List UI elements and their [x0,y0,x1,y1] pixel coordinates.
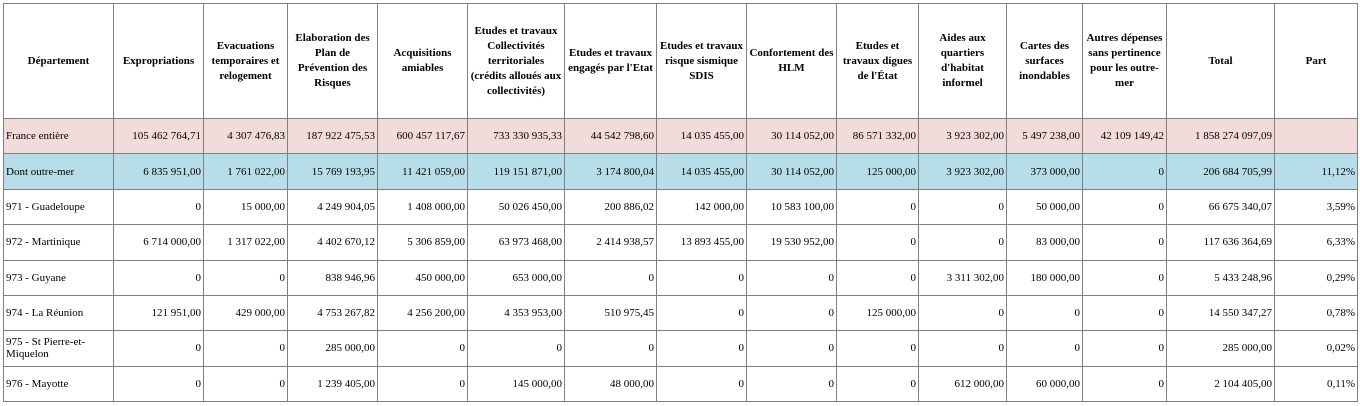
value-cell: 0 [747,260,837,295]
value-cell: 42 109 149,42 [1083,119,1167,154]
value-cell: 3 923 302,00 [919,119,1007,154]
part-cell: 0,29% [1275,260,1358,295]
value-cell: 14 035 455,00 [657,119,747,154]
value-cell: 3 311 302,00 [919,260,1007,295]
row-label: 976 - Mayotte [4,366,114,401]
row-label: Dont outre-mer [4,154,114,189]
value-cell: 119 151 871,00 [468,154,565,189]
value-cell: 4 402 670,12 [288,225,378,260]
value-cell: 10 583 100,00 [747,189,837,224]
value-cell: 4 307 476,83 [204,119,288,154]
value-cell: 429 000,00 [204,295,288,330]
row-label: 974 - La Réunion [4,295,114,330]
value-cell: 0 [919,295,1007,330]
row-label: 973 - Guyane [4,260,114,295]
value-cell: 0 [837,366,919,401]
value-cell: 612 000,00 [919,366,1007,401]
row-label: 972 - Martinique [4,225,114,260]
value-cell: 145 000,00 [468,366,565,401]
value-cell: 0 [114,260,204,295]
total-cell: 2 104 405,00 [1167,366,1275,401]
value-cell: 4 753 267,82 [288,295,378,330]
value-cell: 6 714 000,00 [114,225,204,260]
value-cell: 44 542 798,60 [565,119,657,154]
value-cell: 0 [837,331,919,366]
value-cell: 3 174 800,04 [565,154,657,189]
part-cell: 6,33% [1275,225,1358,260]
value-cell: 0 [837,225,919,260]
value-cell: 373 000,00 [1007,154,1083,189]
value-cell: 15 000,00 [204,189,288,224]
value-cell: 0 [1083,260,1167,295]
header-digues: Etudes et travaux digues de l'État [837,4,919,119]
header-sismique: Etudes et travaux risque sismique SDIS [657,4,747,119]
value-cell: 0 [747,366,837,401]
header-ppr: Elaboration des Plan de Prévention des Risques [288,4,378,119]
value-cell: 0 [565,331,657,366]
value-cell: 838 946,96 [288,260,378,295]
value-cell: 0 [114,331,204,366]
row-label: France entière [4,119,114,154]
value-cell: 1 239 405,00 [288,366,378,401]
value-cell: 653 000,00 [468,260,565,295]
total-cell: 117 636 364,69 [1167,225,1275,260]
table-row [4,366,1358,401]
value-cell: 4 256 200,00 [378,295,468,330]
value-cell: 86 571 332,00 [837,119,919,154]
value-cell: 0 [657,331,747,366]
part-cell: 0,78% [1275,295,1358,330]
header-total: Total [1167,4,1275,119]
value-cell: 0 [204,260,288,295]
value-cell: 60 000,00 [1007,366,1083,401]
value-cell: 0 [1083,295,1167,330]
value-cell: 285 000,00 [288,331,378,366]
value-cell: 142 000,00 [657,189,747,224]
table-row [4,189,1358,224]
value-cell: 733 330 935,33 [468,119,565,154]
total-cell: 5 433 248,96 [1167,260,1275,295]
row-dont-outre-mer [4,154,1358,189]
value-cell: 0 [747,295,837,330]
value-cell: 0 [747,331,837,366]
value-cell: 1 408 000,00 [378,189,468,224]
value-cell: 13 893 455,00 [657,225,747,260]
header-cartes: Cartes des surfaces inondables [1007,4,1083,119]
value-cell: 1 317 022,00 [204,225,288,260]
value-cell: 0 [837,260,919,295]
value-cell: 0 [837,189,919,224]
value-cell: 0 [657,366,747,401]
total-cell: 1 858 274 097,09 [1167,119,1275,154]
value-cell: 125 000,00 [837,154,919,189]
value-cell: 200 886,02 [565,189,657,224]
header-part: Part [1275,4,1358,119]
part-cell: 0,11% [1275,366,1358,401]
row-label: 971 - Guadeloupe [4,189,114,224]
table-row [4,260,1358,295]
value-cell: 0 [1083,189,1167,224]
value-cell: 5 306 859,00 [378,225,468,260]
value-cell: 15 769 193,95 [288,154,378,189]
value-cell: 0 [1007,331,1083,366]
value-cell: 0 [204,331,288,366]
expenses-table [3,3,1358,402]
value-cell: 1 761 022,00 [204,154,288,189]
value-cell: 0 [919,189,1007,224]
value-cell: 19 530 952,00 [747,225,837,260]
value-cell: 0 [1083,331,1167,366]
part-cell: 11,12% [1275,154,1358,189]
value-cell: 30 114 052,00 [747,154,837,189]
value-cell: 0 [468,331,565,366]
value-cell: 0 [114,366,204,401]
header-expropriations: Expropriations [114,4,204,119]
value-cell: 510 975,45 [565,295,657,330]
part-cell: 0,02% [1275,331,1358,366]
value-cell: 50 026 450,00 [468,189,565,224]
value-cell: 0 [204,366,288,401]
value-cell: 83 000,00 [1007,225,1083,260]
value-cell: 5 497 238,00 [1007,119,1083,154]
value-cell: 0 [1083,366,1167,401]
value-cell: 187 922 475,53 [288,119,378,154]
total-cell: 66 675 340,07 [1167,189,1275,224]
value-cell: 14 035 455,00 [657,154,747,189]
value-cell: 0 [657,260,747,295]
value-cell: 0 [1007,295,1083,330]
row-france-entiere [4,119,1358,154]
header-etat: Etudes et travaux engagés par l'Etat [565,4,657,119]
header-habitat-informel: Aides aux quartiers d'habitat informel [919,4,1007,119]
part-cell [1275,119,1358,154]
header-autres: Autres dépenses sans pertinence pour les outre-mer [1083,4,1167,119]
total-cell: 206 684 705,99 [1167,154,1275,189]
value-cell: 180 000,00 [1007,260,1083,295]
value-cell: 0 [1083,154,1167,189]
value-cell: 105 462 764,71 [114,119,204,154]
header-collectivites: Etudes et travaux Collectivités territoriales (crédits alloués aux collectivités) [468,4,565,119]
header-row [4,4,1358,119]
value-cell: 125 000,00 [837,295,919,330]
value-cell: 450 000,00 [378,260,468,295]
value-cell: 63 973 468,00 [468,225,565,260]
total-cell: 285 000,00 [1167,331,1275,366]
header-acquisitions: Acquisitions amiables [378,4,468,119]
value-cell: 3 923 302,00 [919,154,1007,189]
value-cell: 6 835 951,00 [114,154,204,189]
table-body [4,119,1358,402]
value-cell: 0 [565,260,657,295]
header-hlm: Confortement des HLM [747,4,837,119]
value-cell: 50 000,00 [1007,189,1083,224]
value-cell: 0 [378,366,468,401]
value-cell: 11 421 059,00 [378,154,468,189]
value-cell: 0 [919,331,1007,366]
value-cell: 2 414 938,57 [565,225,657,260]
table-row [4,225,1358,260]
value-cell: 0 [919,225,1007,260]
header-departement: Département [4,4,114,119]
value-cell: 600 457 117,67 [378,119,468,154]
total-cell: 14 550 347,27 [1167,295,1275,330]
row-label: 975 - St Pierre-et-Miquelon [4,331,114,366]
part-cell: 3,59% [1275,189,1358,224]
value-cell: 0 [657,295,747,330]
table-row [4,331,1358,366]
value-cell: 4 249 904,05 [288,189,378,224]
value-cell: 0 [1083,225,1167,260]
table-row [4,295,1358,330]
value-cell: 48 000,00 [565,366,657,401]
header-evacuations: Evacuations temporaires et relogement [204,4,288,119]
value-cell: 0 [378,331,468,366]
value-cell: 0 [114,189,204,224]
value-cell: 30 114 052,00 [747,119,837,154]
value-cell: 121 951,00 [114,295,204,330]
value-cell: 4 353 953,00 [468,295,565,330]
